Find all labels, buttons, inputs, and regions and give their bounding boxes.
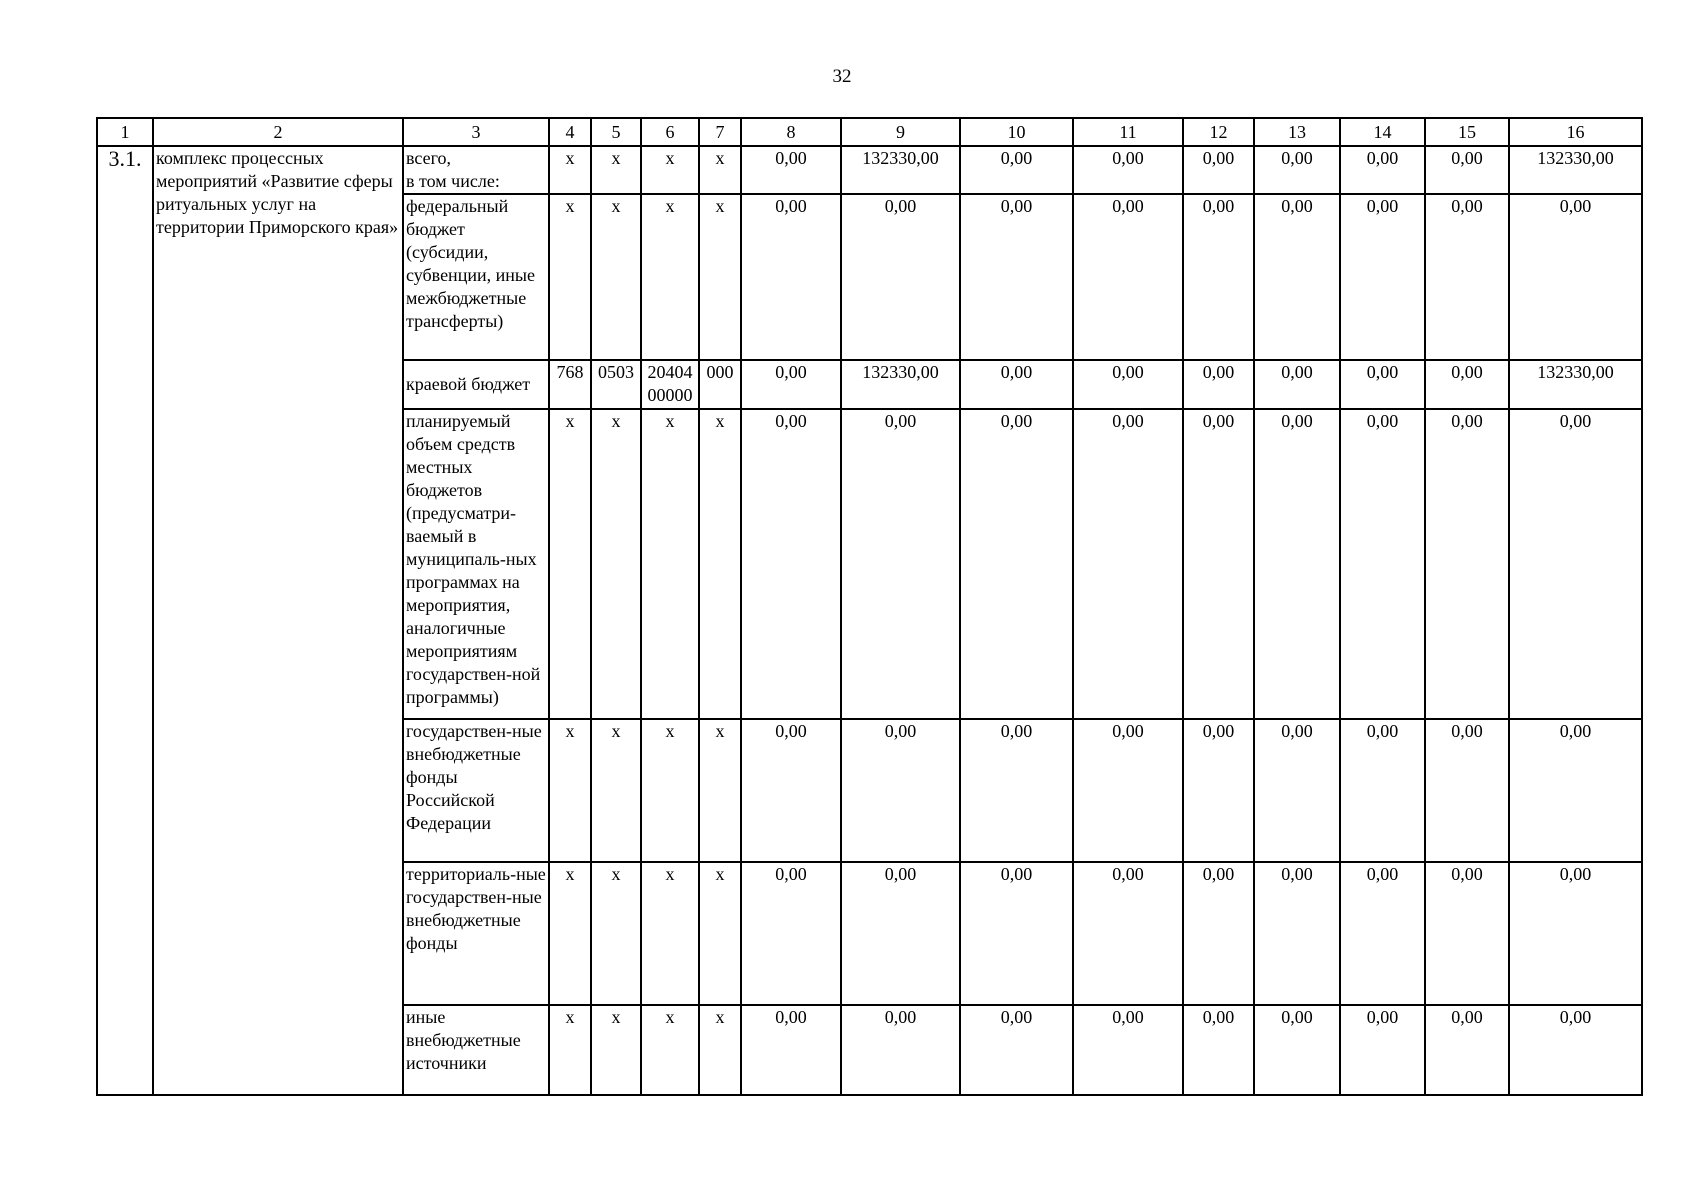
table-cell: 0,00 [1425, 194, 1509, 360]
table-cell: 132330,00 [841, 360, 960, 409]
table-cell: 0,00 [1183, 360, 1254, 409]
table-cell: 0,00 [741, 194, 841, 360]
table-cell: 132330,00 [1509, 146, 1642, 194]
table-cell: 0,00 [741, 146, 841, 194]
table-cell: 0,00 [1254, 360, 1340, 409]
table-cell: 0,00 [1509, 862, 1642, 1005]
table-cell: 0,00 [960, 360, 1073, 409]
table-cell: х [699, 194, 741, 360]
column-header: 2 [153, 118, 403, 146]
table-cell: 000 [699, 360, 741, 409]
table-cell: х [549, 719, 591, 862]
table-cell: 0,00 [741, 360, 841, 409]
table-cell: 0,00 [1183, 1005, 1254, 1095]
funding-source: государствен-ные внебюджетные фонды Российской Федерации [403, 719, 549, 862]
table-cell: 0,00 [1340, 1005, 1425, 1095]
table-cell: 0,00 [1254, 409, 1340, 719]
table-cell: 0,00 [1509, 194, 1642, 360]
column-header: 3 [403, 118, 549, 146]
budget-table [96, 117, 1643, 1096]
column-header: 15 [1425, 118, 1509, 146]
table-cell: х [641, 862, 699, 1005]
column-header: 6 [641, 118, 699, 146]
table-cell: 0,00 [1073, 194, 1183, 360]
table-cell: 0,00 [841, 862, 960, 1005]
table-cell: 0,00 [1425, 146, 1509, 194]
table-cell: 768 [549, 360, 591, 409]
funding-source: всего, в том числе: [403, 146, 549, 194]
table-cell: х [549, 862, 591, 1005]
row-index: 3.1. [97, 146, 153, 1095]
table-cell: 0,00 [1254, 862, 1340, 1005]
column-header: 11 [1073, 118, 1183, 146]
table-cell: 0,00 [1340, 719, 1425, 862]
column-header: 5 [591, 118, 641, 146]
row-title: комплекс процессных мероприятий «Развитие сферы ритуальных услуг на территории Приморского края» [153, 146, 403, 1095]
table-cell: х [549, 409, 591, 719]
funding-source: территориаль-ные государствен-ные внебюджетные фонды [403, 862, 549, 1005]
table-cell: 0,00 [1073, 146, 1183, 194]
table-cell: 0,00 [1073, 862, 1183, 1005]
table-cell: 0,00 [960, 1005, 1073, 1095]
table-cell: 0,00 [1340, 194, 1425, 360]
page-number: 32 [832, 66, 852, 87]
column-header: 10 [960, 118, 1073, 146]
table-cell: 0,00 [1340, 862, 1425, 1005]
table-cell: х [699, 862, 741, 1005]
table-cell: 0,00 [1254, 719, 1340, 862]
table-cell: 0,00 [1254, 194, 1340, 360]
header-row [97, 118, 1642, 146]
table-cell: х [641, 194, 699, 360]
column-header: 1 [97, 118, 153, 146]
column-header: 8 [741, 118, 841, 146]
table-cell: 0,00 [1425, 719, 1509, 862]
table-cell: 0,00 [841, 409, 960, 719]
table-cell: 0,00 [1509, 1005, 1642, 1095]
funding-source: федеральный бюджет (субсидии, субвенции, иные межбюджетные трансферты) [403, 194, 549, 360]
table-cell: 0,00 [1254, 146, 1340, 194]
table-cell: 0,00 [1340, 146, 1425, 194]
column-header: 7 [699, 118, 741, 146]
table-cell: х [641, 719, 699, 862]
funding-source: иные внебюджетные источники [403, 1005, 549, 1095]
table-cell: 0,00 [1183, 862, 1254, 1005]
funding-source: краевой бюджет [403, 360, 549, 409]
column-header: 14 [1340, 118, 1425, 146]
table-cell: х [591, 862, 641, 1005]
table-cell: х [641, 1005, 699, 1095]
column-header: 12 [1183, 118, 1254, 146]
table-cell: 0,00 [1073, 1005, 1183, 1095]
table-cell: 0,00 [741, 409, 841, 719]
table-cell: х [549, 146, 591, 194]
table-row [97, 146, 1642, 194]
table-cell: 0,00 [1340, 360, 1425, 409]
table-cell: х [641, 146, 699, 194]
table-cell: х [549, 1005, 591, 1095]
table-cell: 0,00 [1425, 862, 1509, 1005]
table-cell: 0,00 [841, 194, 960, 360]
table-cell: х [699, 1005, 741, 1095]
table-cell: х [591, 719, 641, 862]
table-cell: 0,00 [1183, 409, 1254, 719]
table-cell: 0,00 [1073, 719, 1183, 862]
table-cell: х [641, 409, 699, 719]
table-cell: 0,00 [1509, 409, 1642, 719]
table-cell: х [699, 146, 741, 194]
table-cell: х [591, 1005, 641, 1095]
funding-source: планируемый объем средств местных бюджетов (предусматри-ваемый в муниципаль-ных программах на мероприятия, аналогичные мероприятиям государствен-ной программы) [403, 409, 549, 719]
table-cell: 0,00 [1425, 360, 1509, 409]
table-cell: 0,00 [1509, 719, 1642, 862]
table-cell: 0,00 [1183, 194, 1254, 360]
table-cell: х [699, 409, 741, 719]
table-cell: 0,00 [1183, 719, 1254, 862]
table-cell: 0,00 [841, 719, 960, 862]
column-header: 16 [1509, 118, 1642, 146]
table-cell: 0,00 [1425, 409, 1509, 719]
column-header: 13 [1254, 118, 1340, 146]
table-cell: 20404 00000 [641, 360, 699, 409]
table-cell: х [699, 719, 741, 862]
table-cell: 0,00 [841, 1005, 960, 1095]
table-cell: х [549, 194, 591, 360]
table-cell: 0503 [591, 360, 641, 409]
table-cell: 0,00 [1340, 409, 1425, 719]
table-cell: 0,00 [960, 194, 1073, 360]
table-cell: 0,00 [1183, 146, 1254, 194]
table-cell: 0,00 [741, 719, 841, 862]
table-cell: х [591, 146, 641, 194]
table-cell: 0,00 [1425, 1005, 1509, 1095]
table-cell: 0,00 [741, 1005, 841, 1095]
table-cell: 0,00 [960, 409, 1073, 719]
table-cell: 0,00 [1254, 1005, 1340, 1095]
column-header: 4 [549, 118, 591, 146]
table-cell: 0,00 [1073, 409, 1183, 719]
column-header: 9 [841, 118, 960, 146]
table-cell: 0,00 [960, 146, 1073, 194]
table-cell: 0,00 [1073, 360, 1183, 409]
table-cell: 132330,00 [1509, 360, 1642, 409]
table-cell: х [591, 409, 641, 719]
table-cell: 132330,00 [841, 146, 960, 194]
table-cell: 0,00 [960, 719, 1073, 862]
table-cell: х [591, 194, 641, 360]
table-cell: 0,00 [960, 862, 1073, 1005]
table-cell: 0,00 [741, 862, 841, 1005]
